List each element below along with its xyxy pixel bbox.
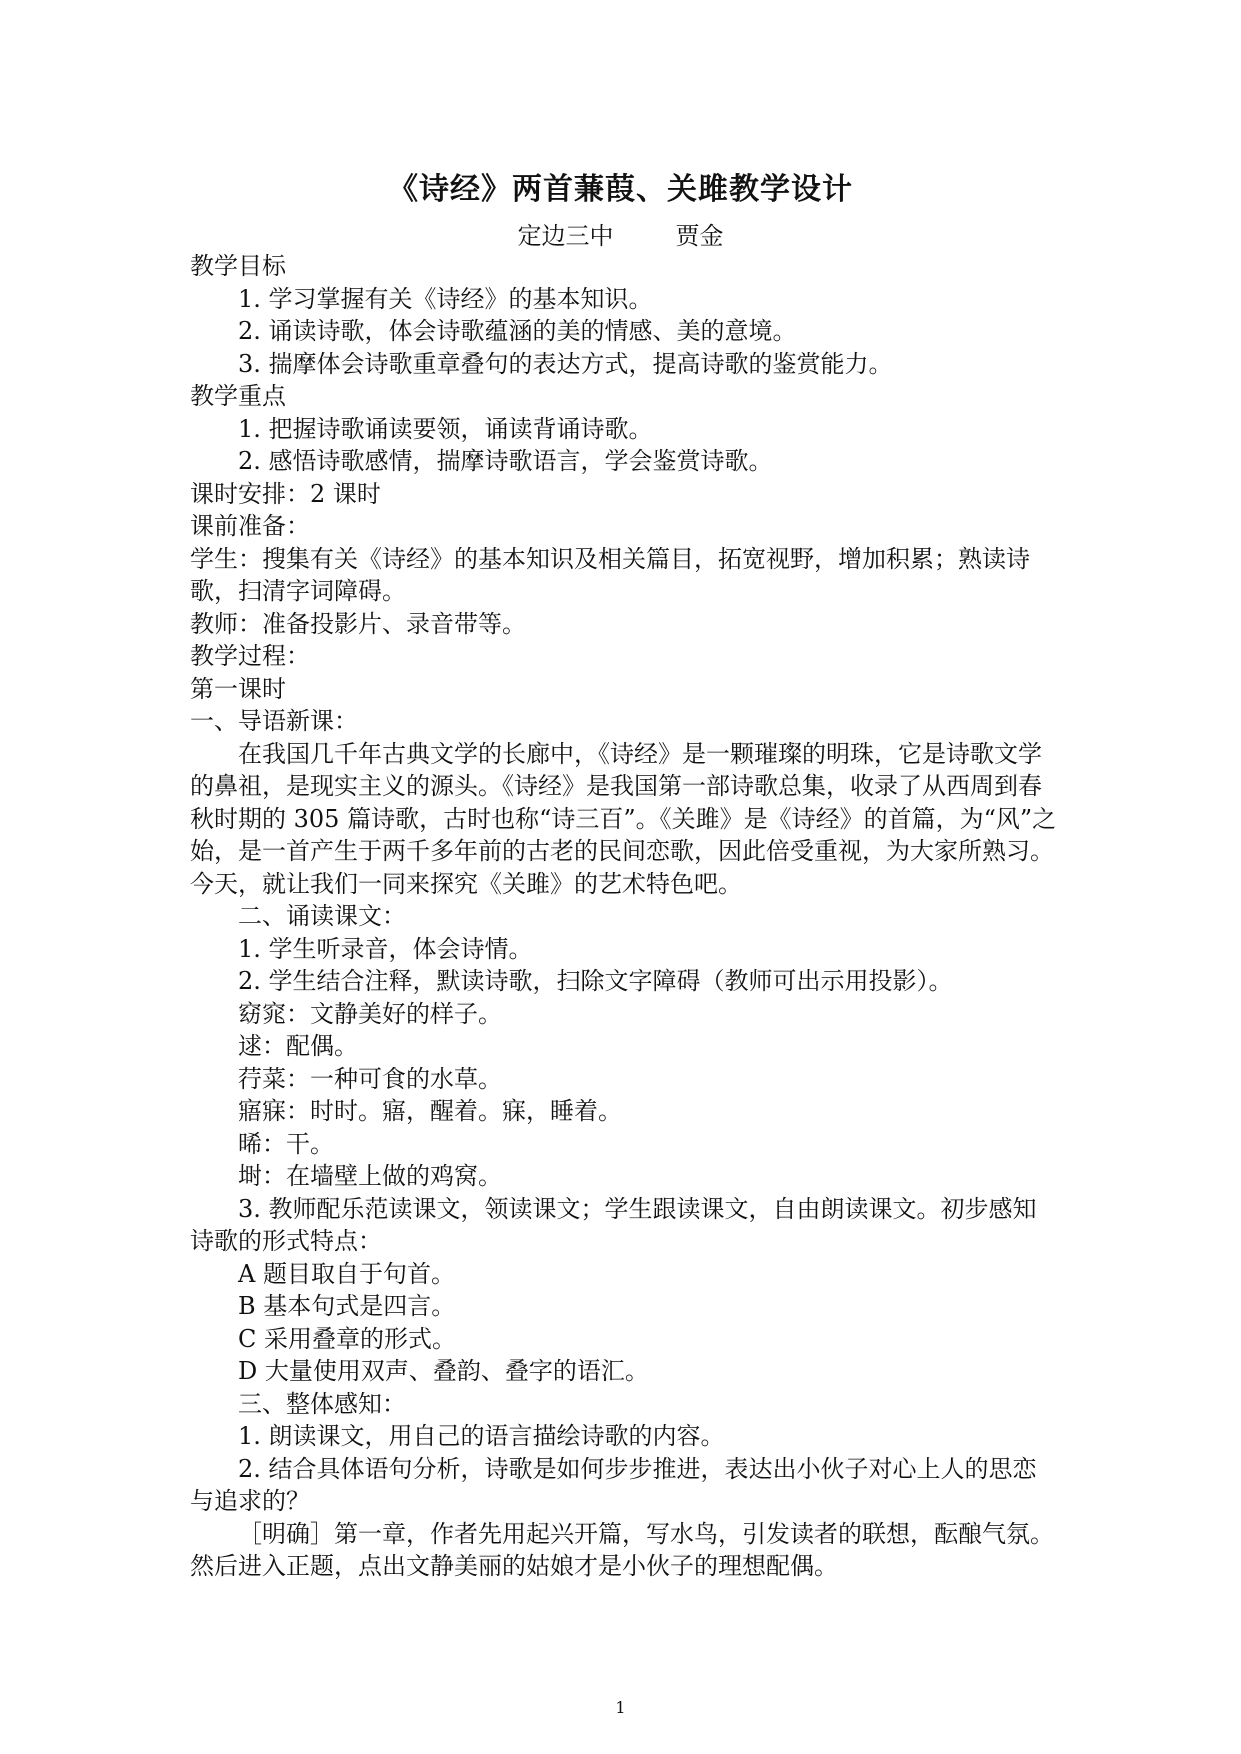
- page-number: 1: [615, 1698, 626, 1717]
- paragraph: A 题目取自于句首。: [238, 1259, 455, 1288]
- paragraph: 教学目标: [190, 252, 286, 280]
- paragraph: B 基本句式是四言。: [238, 1292, 456, 1320]
- paragraph: 2. 结合具体语句分析，诗歌是如何步步推进，表达出小伙子对心上人的思恋与追求的？: [190, 1454, 1037, 1515]
- paragraph: 2. 感悟诗歌感情，揣摩诗歌语言，学会鉴赏诗歌。: [238, 447, 773, 475]
- paragraph: 学生：搜集有关《诗经》的基本知识及相关篇目，拓宽视野，增加积累；熟读诗歌，扫清字词障碍。: [190, 544, 1030, 605]
- paragraph: ［明确］第一章，作者先用起兴开篇，写水鸟，引发读者的联想，酝酿气氛。然后进入正题，点出文静美丽的姑娘才是小伙子的理想配偶。: [190, 1519, 1054, 1580]
- author-name: 贾金: [675, 222, 724, 250]
- paragraph: 1. 学生听录音，体会诗情。: [238, 934, 533, 963]
- paragraph: D 大量使用双声、叠韵、叠字的语汇。: [238, 1357, 649, 1385]
- author-line: [0, 216, 1241, 251]
- paragraph: 窈窕：文静美好的样子。: [238, 999, 502, 1028]
- paragraph: 课时安排：2 课时: [190, 479, 381, 508]
- paragraph: 1. 学习掌握有关《诗经》的基本知识。: [238, 284, 653, 313]
- paragraph: 教学过程：: [190, 642, 310, 670]
- paragraph: 1. 朗读课文，用自己的语言描绘诗歌的内容。: [238, 1422, 725, 1450]
- paragraph: 埘：在墙壁上做的鸡窝。: [238, 1162, 502, 1190]
- document-title: 《诗经》两首蒹葭、关雎教学设计: [388, 172, 853, 207]
- paragraph: 第一课时: [190, 674, 286, 703]
- paragraph: 在我国几千年古典文学的长廊中，《诗经》是一颗璀璨的明珠，它是诗歌文学的鼻祖，是现实主义的源头。《诗经》是我国第一部诗歌总集，收录了从西周到春秋时期的 305 篇诗歌，古时也称“诗三百”。《关雎》是《诗经》的首篇，为“风”之始，是一首产生于两千多年前的古老的民间恋歌，因此倍受重视，为大家所熟习。今天，就让我们一同来探究《关雎》的艺术特色吧。: [190, 739, 1057, 898]
- document-body: [190, 250, 1060, 1583]
- paragraph: 2. 学生结合注释，默读诗歌，扫除文字障碍（教师可出示用投影）。: [238, 967, 953, 995]
- paragraph: 一、导语新课：: [190, 707, 358, 735]
- paragraph: 晞：干。: [238, 1129, 334, 1158]
- paragraph: 教师：准备投影片、录音带等。: [190, 609, 526, 638]
- paragraph: 寤寐：时时。寤，醒着。寐，睡着。: [238, 1097, 622, 1125]
- paragraph: 二、诵读课文：: [238, 902, 406, 930]
- paragraph: 逑：配偶。: [238, 1032, 358, 1060]
- paragraph: 1. 把握诗歌诵读要领，诵读背诵诗歌。: [238, 414, 653, 443]
- paragraph: 荇菜：一种可食的水草。: [238, 1064, 502, 1093]
- author-school: 定边三中: [517, 222, 614, 250]
- paragraph: 三、整体感知：: [238, 1389, 406, 1418]
- paragraph: 3. 教师配乐范读课文，领读课文；学生跟读课文，自由朗读课文。初步感知诗歌的形式特点：: [190, 1194, 1037, 1255]
- paragraph: 3. 揣摩体会诗歌重章叠句的表达方式，提高诗歌的鉴赏能力。: [238, 349, 893, 378]
- paragraph: 2. 诵读诗歌，体会诗歌蕴涵的美的情感、美的意境。: [238, 317, 797, 345]
- paragraph: C 采用叠章的形式。: [238, 1324, 456, 1353]
- paragraph: 课前准备：: [190, 512, 310, 540]
- paragraph: 教学重点: [190, 382, 286, 410]
